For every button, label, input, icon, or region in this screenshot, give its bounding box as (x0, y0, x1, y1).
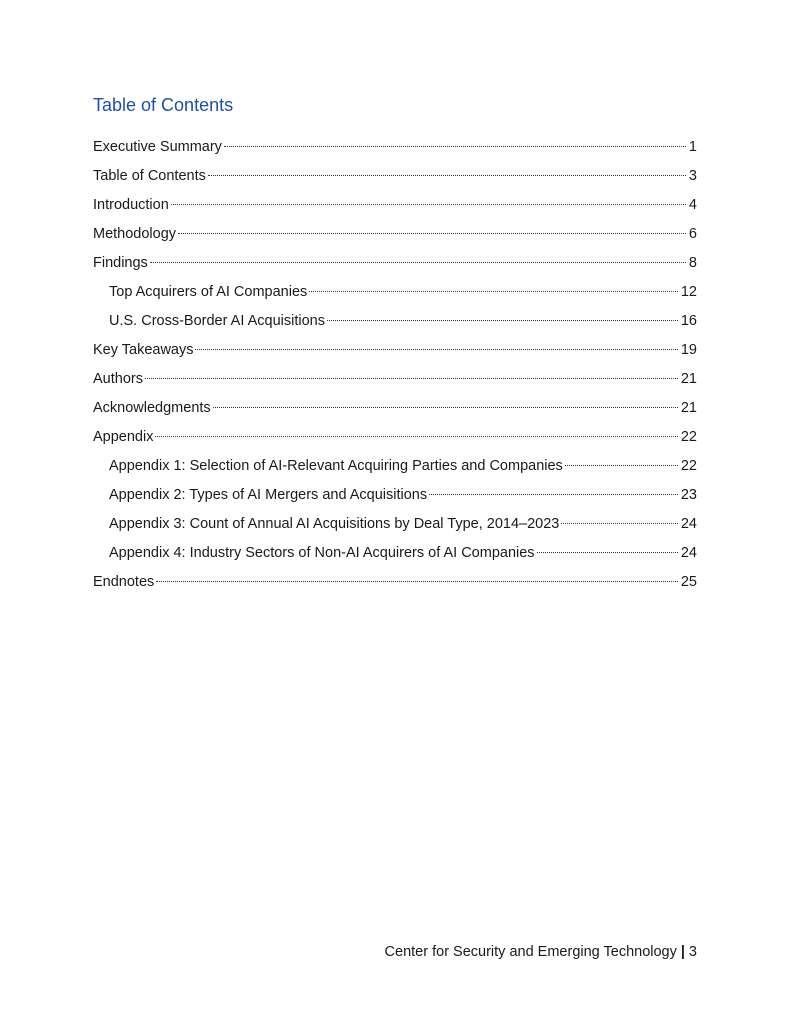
dot-leader (171, 204, 686, 205)
dot-leader (224, 146, 686, 147)
toc-entry-authors[interactable] (93, 367, 697, 396)
toc-entry-label: Appendix (93, 429, 154, 445)
toc-entry-page: 25 (680, 574, 697, 590)
dot-leader (309, 291, 678, 292)
toc-entry-label: Table of Contents (93, 168, 206, 184)
toc-entry-top-acquirers[interactable] (93, 280, 697, 309)
toc-entry-label: Acknowledgments (93, 400, 211, 416)
dot-leader (565, 465, 678, 466)
dot-leader (537, 552, 678, 553)
toc-entry-label: Appendix 1: Selection of AI-Relevant Acquiring Parties and Companies (109, 458, 563, 474)
toc-entry-label: Findings (93, 255, 148, 271)
toc-entry-page: 22 (680, 429, 697, 445)
toc-entry-label: Key Takeaways (93, 342, 194, 358)
toc-entry-label: Introduction (93, 197, 169, 213)
dot-leader (155, 436, 677, 437)
toc-entry-page: 24 (680, 516, 697, 532)
toc-entry-page: 21 (680, 371, 697, 387)
toc-entry-table-of-contents[interactable] (93, 164, 697, 193)
toc-entry-findings[interactable] (93, 251, 697, 280)
toc-entry-page: 16 (680, 313, 697, 329)
toc-entry-label: Appendix 2: Types of AI Mergers and Acquisitions (109, 487, 428, 503)
toc-list (93, 135, 697, 599)
toc-entry-page: 4 (688, 197, 697, 213)
dot-leader (429, 494, 678, 495)
toc-entry-page: 23 (680, 487, 697, 503)
toc-entry-label: U.S. Cross-Border AI Acquisitions (109, 313, 325, 329)
toc-entry-appendix-4[interactable] (93, 541, 697, 570)
toc-entry-appendix-2[interactable] (93, 483, 697, 512)
footer-page-number: 3 (688, 944, 697, 960)
dot-leader (178, 233, 686, 234)
toc-entry-executive-summary[interactable] (93, 135, 697, 164)
toc-entry-page: 22 (680, 458, 697, 474)
dot-leader (213, 407, 678, 408)
dot-leader (561, 523, 677, 524)
toc-entry-page: 21 (680, 400, 697, 416)
dot-leader (145, 378, 678, 379)
toc-entry-methodology[interactable] (93, 222, 697, 251)
toc-entry-label: Endnotes (93, 574, 155, 590)
dot-leader (327, 320, 678, 321)
dot-leader (150, 262, 686, 263)
toc-entry-label: Appendix 4: Industry Sectors of Non-AI Acquirers of AI Companies (109, 545, 535, 561)
page-footer (385, 940, 697, 964)
toc-entry-cross-border[interactable] (93, 309, 697, 338)
toc-entry-page: 1 (688, 139, 697, 155)
toc-entry-page: 3 (688, 168, 697, 184)
toc-entry-label: Appendix 3: Count of Annual AI Acquisitions by Deal Type, 2014–2023 (109, 516, 560, 532)
toc-entry-endnotes[interactable] (93, 570, 697, 599)
toc-entry-appendix-1[interactable] (93, 454, 697, 483)
dot-leader (156, 581, 678, 582)
page-title: Table of Contents (93, 95, 234, 115)
footer-organization: Center for Security and Emerging Technology (384, 944, 677, 960)
toc-entry-page: 8 (688, 255, 697, 271)
dot-leader (208, 175, 686, 176)
toc-entry-appendix-3[interactable] (93, 512, 697, 541)
toc-entry-page: 19 (680, 342, 697, 358)
toc-entry-page: 24 (680, 545, 697, 561)
toc-entry-page: 12 (680, 284, 697, 300)
toc-entry-label: Executive Summary (93, 139, 222, 155)
footer-separator: | (680, 944, 685, 960)
dot-leader (195, 349, 677, 350)
toc-entry-label: Authors (93, 371, 143, 387)
toc-entry-label: Top Acquirers of AI Companies (109, 284, 308, 300)
toc-entry-introduction[interactable] (93, 193, 697, 222)
toc-entry-appendix[interactable] (93, 425, 697, 454)
toc-entry-key-takeaways[interactable] (93, 338, 697, 367)
toc-entry-acknowledgments[interactable] (93, 396, 697, 425)
toc-entry-page: 6 (688, 226, 697, 242)
toc-entry-label: Methodology (93, 226, 177, 242)
